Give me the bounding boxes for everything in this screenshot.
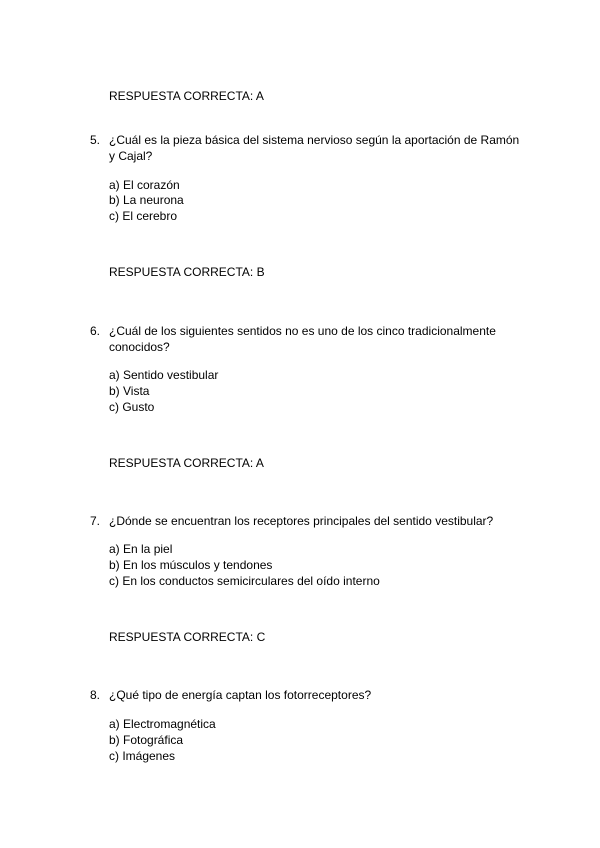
question-text: y Cajal? (109, 149, 153, 163)
answer-option: a) En la piel (109, 542, 173, 556)
answer-line: RESPUESTA CORRECTA: A (109, 89, 264, 103)
answer-line: RESPUESTA CORRECTA: C (109, 630, 266, 644)
answer-option: b) La neurona (109, 193, 184, 207)
question-text: ¿Cuál de los siguientes sentidos no es uno de los cinco tradicionalmente (109, 324, 496, 338)
question-text: conocidos? (109, 340, 170, 354)
answer-option: a) Sentido vestibular (109, 368, 219, 382)
question-number: 5. (90, 133, 101, 147)
answer-option: b) Fotográfica (109, 733, 184, 747)
answer-line: RESPUESTA CORRECTA: A (109, 456, 264, 470)
question-number: 6. (90, 324, 101, 338)
question-text: ¿Dónde se encuentran los receptores principales del sentido vestibular? (109, 514, 494, 528)
question-number: 7. (90, 514, 101, 528)
answer-option: a) El corazón (109, 178, 180, 192)
question-number: 8. (90, 688, 101, 702)
answer-option: b) En los músculos y tendones (109, 558, 273, 572)
answer-option: c) En los conductos semicirculares del oído interno (109, 574, 380, 588)
answer-option: c) Gusto (109, 400, 155, 414)
answer-option: a) Electromagnética (109, 717, 216, 731)
answer-option: c) Imágenes (109, 749, 176, 763)
answer-line: RESPUESTA CORRECTA: B (109, 265, 265, 279)
answer-option: b) Vista (109, 384, 150, 398)
question-text: ¿Qué tipo de energía captan los fotorreceptores? (109, 688, 372, 702)
answer-option: c) El cerebro (109, 209, 178, 223)
question-text: ¿Cuál es la pieza básica del sistema nervioso según la aportación de Ramón (109, 133, 520, 147)
